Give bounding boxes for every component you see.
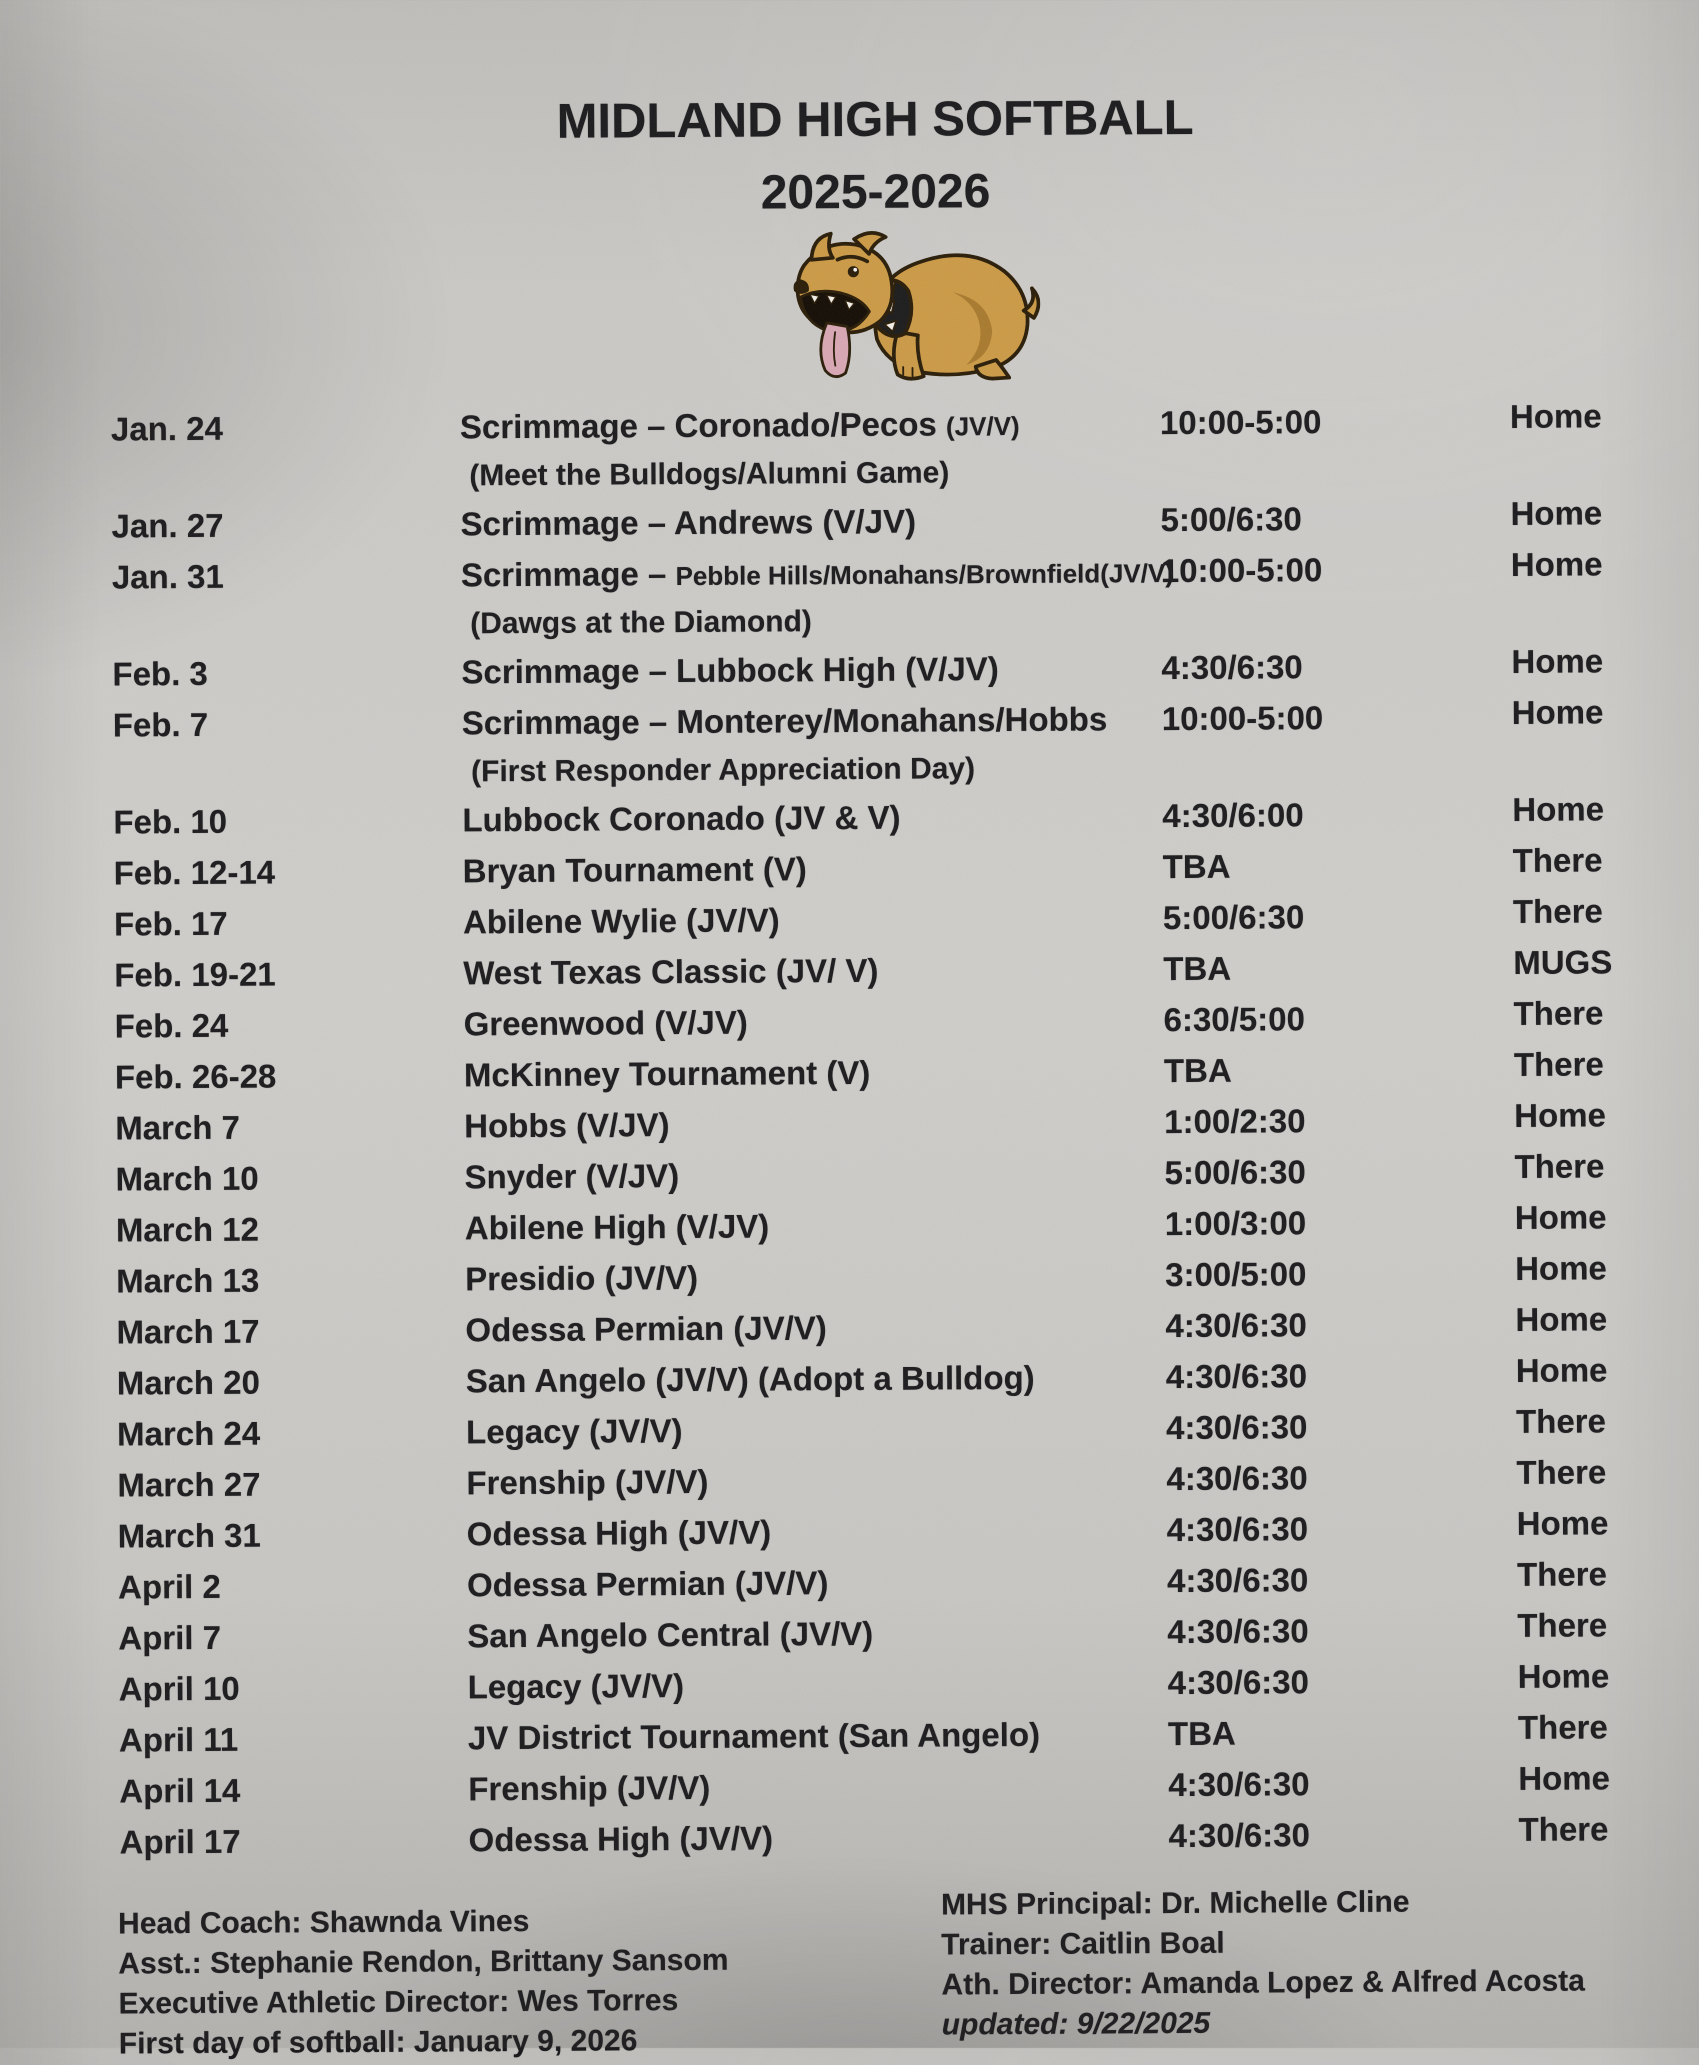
game-date: April 2 [117,1567,221,1606]
game-date: April 11 [118,1720,239,1759]
game-location: Home [1510,494,1603,532]
game-location: Home [1510,545,1603,583]
game-location: Home [1512,790,1605,828]
game-opponent-level: (JV/V) [945,410,1020,442]
game-location: MUGS [1513,943,1613,981]
game-opponent: Scrimmage – Monterey/Monahans/Hobbs [461,700,1108,742]
first-day-line: First day of softball: January 9, 2026 [118,2024,638,2061]
game-time: 4:30/6:30 [1166,1459,1308,1498]
game-location: Home [1514,1096,1606,1134]
principal-line: MHS Principal: Dr. Michelle Cline [940,1885,1410,1922]
game-location: There [1515,1402,1607,1440]
game-opponent: Presidio (JV/V) [465,1258,699,1298]
ath-director-line: Ath. Director: Amanda Lopez & Alfred Acosta [941,1964,1585,2002]
game-location: There [1513,994,1604,1032]
game-date: Jan. 31 [111,557,224,596]
game-opponent-level: Pebble Hills/Monahans/Brownfield(JV/V) [675,558,1174,592]
game-location: Home [1518,1759,1611,1797]
game-date: Feb. 12-14 [113,853,276,892]
game-time: TBA [1162,847,1231,886]
footer-right-block [941,1882,1585,2046]
game-opponent: Abilene High (V/JV) [464,1207,770,1247]
game-time: 4:30/6:30 [1165,1408,1308,1447]
game-time: 6:30/5:00 [1163,1000,1305,1039]
game-opponent: Frenship (JV/V) [468,1768,711,1808]
game-time: TBA [1163,1051,1232,1090]
game-opponent: Abilene Wylie (JV/V) [462,901,780,941]
game-time: 3:00/5:00 [1165,1255,1307,1294]
game-date: March 27 [117,1465,261,1504]
game-location: There [1517,1606,1608,1644]
footer-left-block [118,1901,729,2065]
title-line-2: 2025-2026 [760,165,991,220]
game-location: There [1517,1708,1608,1746]
game-opponent: Scrimmage – Coronado/Pecos (JV/V) [459,405,1020,446]
game-location: There [1518,1810,1609,1848]
assistants-line: Asst.: Stephanie Rendon, Brittany Sansom [118,1943,729,1981]
game-opponent: Legacy (JV/V) [467,1667,685,1706]
game-location: Home [1515,1300,1608,1338]
game-note: (Meet the Bulldogs/Alumni Game) [469,456,950,493]
game-location: Home [1516,1504,1609,1542]
head-coach-line: Head Coach: Shawnda Vines [118,1904,530,1941]
trainer-line: Trainer: Caitlin Boal [941,1926,1225,1962]
game-location: Home [1511,693,1604,731]
game-opponent: Odessa Permian (JV/V) [466,1564,829,1604]
game-date: Feb. 24 [114,1006,229,1045]
game-location: There [1513,1045,1604,1083]
game-opponent: Scrimmage – Lubbock High (V/JV) [461,650,999,691]
title-line-1: MIDLAND HIGH SOFTBALL [556,90,1194,149]
game-time: 5:00/6:30 [1160,500,1302,539]
game-time: 10:00-5:00 [1159,403,1322,442]
game-time: 4:30/6:00 [1162,796,1304,835]
game-date: March 13 [116,1261,260,1300]
game-date: Feb. 7 [112,705,209,744]
game-opponent: Scrimmage – Pebble Hills/Monahans/Brownfield(JV/V) [460,555,1174,594]
game-date: March 24 [117,1414,261,1453]
game-location: There [1516,1555,1607,1593]
game-time: 4:30/6:30 [1168,1816,1310,1855]
game-date: March 17 [116,1312,260,1351]
game-time: 4:30/6:30 [1168,1765,1310,1804]
game-opponent: Lubbock Coronado (JV & V) [462,798,901,839]
game-opponent: Greenwood (V/JV) [463,1003,748,1043]
game-opponent: Scrimmage – Andrews (V/JV) [460,502,917,543]
game-opponent: Frenship (JV/V) [466,1462,709,1502]
exec-ad-line: Executive Athletic Director: Wes Torres [118,1984,679,2021]
game-note: (First Responder Appreciation Day) [470,752,976,789]
game-time: 4:30/6:30 [1166,1561,1309,1600]
game-opponent: Odessa Permian (JV/V) [465,1309,827,1349]
game-opponent: Odessa High (JV/V) [466,1513,772,1553]
game-opponent: San Angelo (JV/V) (Adopt a Bulldog) [465,1358,1035,1400]
game-opponent: Bryan Tournament (V) [462,850,807,890]
game-opponent: West Texas Classic (JV/ V) [463,951,879,992]
game-opponent: Hobbs (V/JV) [464,1106,670,1145]
bulldog-mascot-icon [754,227,1041,387]
game-location: Home [1515,1351,1608,1389]
game-date: March 12 [115,1210,260,1249]
game-opponent: Legacy (JV/V) [465,1412,683,1451]
game-time: 1:00/2:30 [1164,1102,1306,1141]
game-time: 5:00/6:30 [1162,898,1305,937]
game-date: Feb. 26-28 [114,1057,277,1096]
game-location: There [1516,1453,1607,1491]
game-date: Feb. 3 [112,654,208,693]
game-time: 4:30/6:30 [1165,1357,1308,1396]
game-time: 1:00/3:00 [1164,1204,1307,1243]
game-location: Home [1511,642,1604,680]
game-time: 4:30/6:30 [1167,1612,1309,1651]
game-date: Feb. 10 [113,802,228,841]
game-opponent: Snyder (V/JV) [464,1157,680,1196]
game-note: (Dawgs at the Diamond) [470,605,812,641]
game-date: March 10 [115,1159,259,1198]
game-location: Home [1517,1657,1610,1695]
page-title [55,91,1696,222]
game-location: Home [1515,1249,1607,1287]
updated-date-line: updated: 9/22/2025 [941,2006,1211,2042]
game-date: March 7 [115,1108,241,1147]
game-time: 4:30/6:30 [1165,1306,1307,1345]
game-time: TBA [1163,949,1232,988]
game-date: Jan. 27 [111,506,224,545]
game-date: March 20 [116,1363,260,1402]
game-date: Feb. 19-21 [114,955,276,994]
game-location: Home [1514,1198,1607,1236]
schedule-row [5,1810,1699,1875]
game-date: Feb. 17 [113,904,228,943]
game-date: April 17 [119,1822,241,1861]
game-date: April 14 [119,1771,241,1810]
game-date: March 31 [117,1516,261,1555]
game-date: April 10 [118,1669,240,1708]
game-time: TBA [1167,1714,1236,1753]
game-location: There [1514,1147,1605,1185]
schedule-rows [0,397,1699,1875]
game-location: There [1512,892,1603,930]
game-location: Home [1509,397,1602,435]
game-opponent: Odessa High (JV/V) [468,1819,774,1859]
game-time: 4:30/6:30 [1161,648,1303,687]
game-time: 4:30/6:30 [1167,1663,1310,1702]
game-time: 5:00/6:30 [1164,1153,1306,1192]
game-location: There [1512,841,1603,879]
game-opponent: JV District Tournament (San Angelo) [467,1715,1041,1757]
game-date: April 7 [118,1618,222,1657]
game-opponent: San Angelo Central (JV/V) [467,1614,874,1655]
game-time: 10:00-5:00 [1161,699,1324,738]
game-time: 4:30/6:30 [1166,1510,1309,1549]
game-date: Jan. 24 [110,409,224,448]
game-time: 10:00-5:00 [1160,551,1323,590]
game-opponent: McKinney Tournament (V) [463,1053,871,1094]
